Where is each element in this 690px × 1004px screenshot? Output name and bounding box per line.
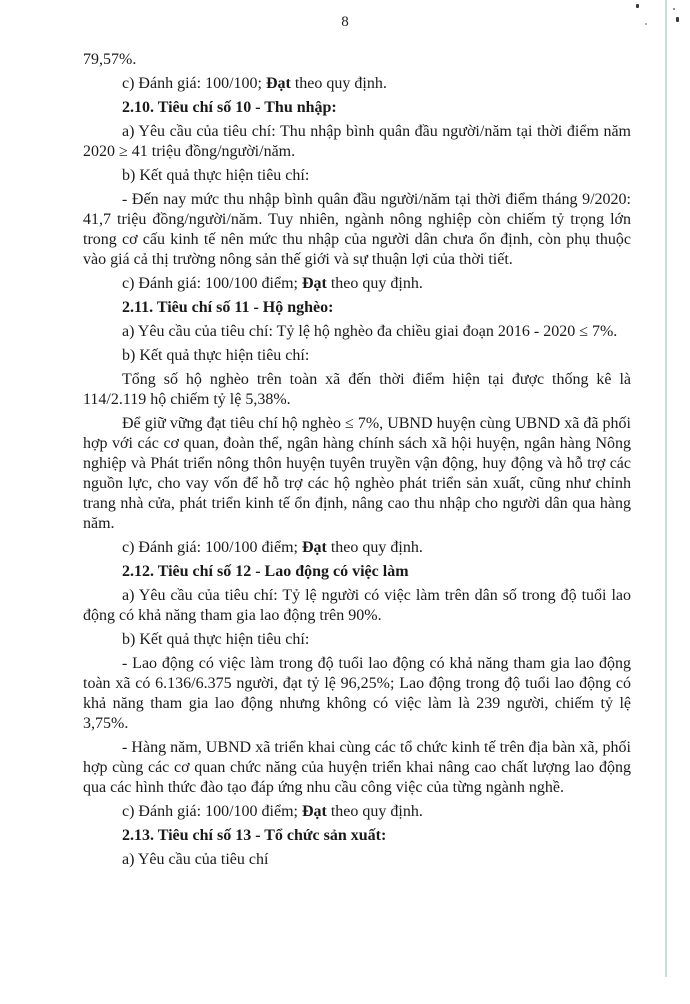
scan-line-artifact bbox=[665, 0, 667, 977]
ink-speck bbox=[673, 8, 675, 10]
paragraph: c) Đánh giá: 100/100 điểm; Đạt theo quy định. bbox=[122, 539, 423, 556]
section-heading: 2.13. Tiêu chí số 13 - Tổ chức sản xuất: bbox=[122, 827, 387, 844]
paragraph: c) Đánh giá: 100/100; Đạt theo quy định. bbox=[122, 75, 387, 92]
paragraph: a) Yêu cầu của tiêu chí: Thu nhập bình quân đầu người/năm tại thời điểm năm 2020 ≥ 41 triệu đồng/người/năm. bbox=[83, 123, 631, 160]
section-heading: 2.10. Tiêu chí số 10 - Thu nhập: bbox=[122, 99, 337, 116]
paragraph: b) Kết quả thực hiện tiêu chí: bbox=[122, 631, 310, 648]
section-heading: 2.12. Tiêu chí số 12 - Lao động có việc làm bbox=[122, 563, 409, 580]
paragraph: 79,57%. bbox=[83, 51, 137, 68]
ink-speck bbox=[636, 4, 639, 8]
paragraph: a) Yêu cầu của tiêu chí: Tỷ lệ hộ nghèo đa chiều giai đoạn 2016 - 2020 ≤ 7%. bbox=[122, 323, 618, 340]
section-heading: 2.11. Tiêu chí số 11 - Hộ nghèo: bbox=[122, 299, 334, 316]
paragraph: Tổng số hộ nghèo trên toàn xã đến thời điểm hiện tại được thống kê là 114/2.119 hộ chiếm tỷ lệ 5,38%. bbox=[83, 371, 631, 408]
paragraph: c) Đánh giá: 100/100 điểm; Đạt theo quy định. bbox=[122, 803, 423, 820]
ink-speck bbox=[645, 23, 647, 25]
paragraph: Để giữ vững đạt tiêu chí hộ nghèo ≤ 7%, UBND huyện cùng UBND xã đã phối hợp với các cơ quan, đoàn thể, ngân hàng chính sách xã hội huyện, ngân hàng Nông nghiệp và Phát triển nông thôn huyện tuyên truyền vận động, huy động và hỗ trợ các nguồn lực, cho vay vốn để hỗ trợ các hộ nghèo phát triển sản xuất, cũng như chỉnh trang nhà cửa, phát triển kinh tế ổn định, nâng cao thu nhập cho người dân qua hàng năm. bbox=[83, 415, 631, 532]
paragraph: c) Đánh giá: 100/100 điểm; Đạt theo quy định. bbox=[122, 275, 423, 292]
paragraph: - Lao động có việc làm trong độ tuổi lao động có khả năng tham gia lao động toàn xã có 6.136/6.375 người, đạt tỷ lệ 96,25%; Lao động trong độ tuổi lao động có khả năng tham gia lao động nhưng không có việc làm là 239 người, chiếm tỷ lệ 3,75%. bbox=[83, 655, 631, 732]
paragraph: a) Yêu cầu của tiêu chí bbox=[122, 851, 269, 868]
paragraph: - Hàng năm, UBND xã triển khai cùng các tổ chức kinh tế trên địa bàn xã, phối hợp cùng các cơ quan chức năng của huyện triển khai nâng cao chất lượng lao động qua các hình thức đào tạo đáp ứng nhu cầu công việc của từng ngành nghề. bbox=[83, 739, 631, 796]
ink-speck bbox=[676, 17, 679, 22]
paragraph: b) Kết quả thực hiện tiêu chí: bbox=[122, 167, 310, 184]
page-number: 8 bbox=[341, 14, 349, 30]
paragraph: b) Kết quả thực hiện tiêu chí: bbox=[122, 347, 310, 364]
paragraph: a) Yêu cầu của tiêu chí: Tỷ lệ người có việc làm trên dân số trong độ tuổi lao động có khả năng tham gia lao động trên 90%. bbox=[83, 587, 631, 624]
paragraph: - Đến nay mức thu nhập bình quân đầu người/năm tại thời điểm tháng 9/2020: 41,7 triệu đồng/người/năm. Tuy nhiên, ngành nông nghiệp còn chiếm tỷ trọng lớn trong cơ cấu kinh tế nên mức thu nhập của người dân chưa ổn định, còn phụ thuộc vào giá cả thị trường nông sản thế giới và sự thuận lợi của thời tiết. bbox=[83, 191, 631, 268]
document-body bbox=[83, 50, 631, 870]
